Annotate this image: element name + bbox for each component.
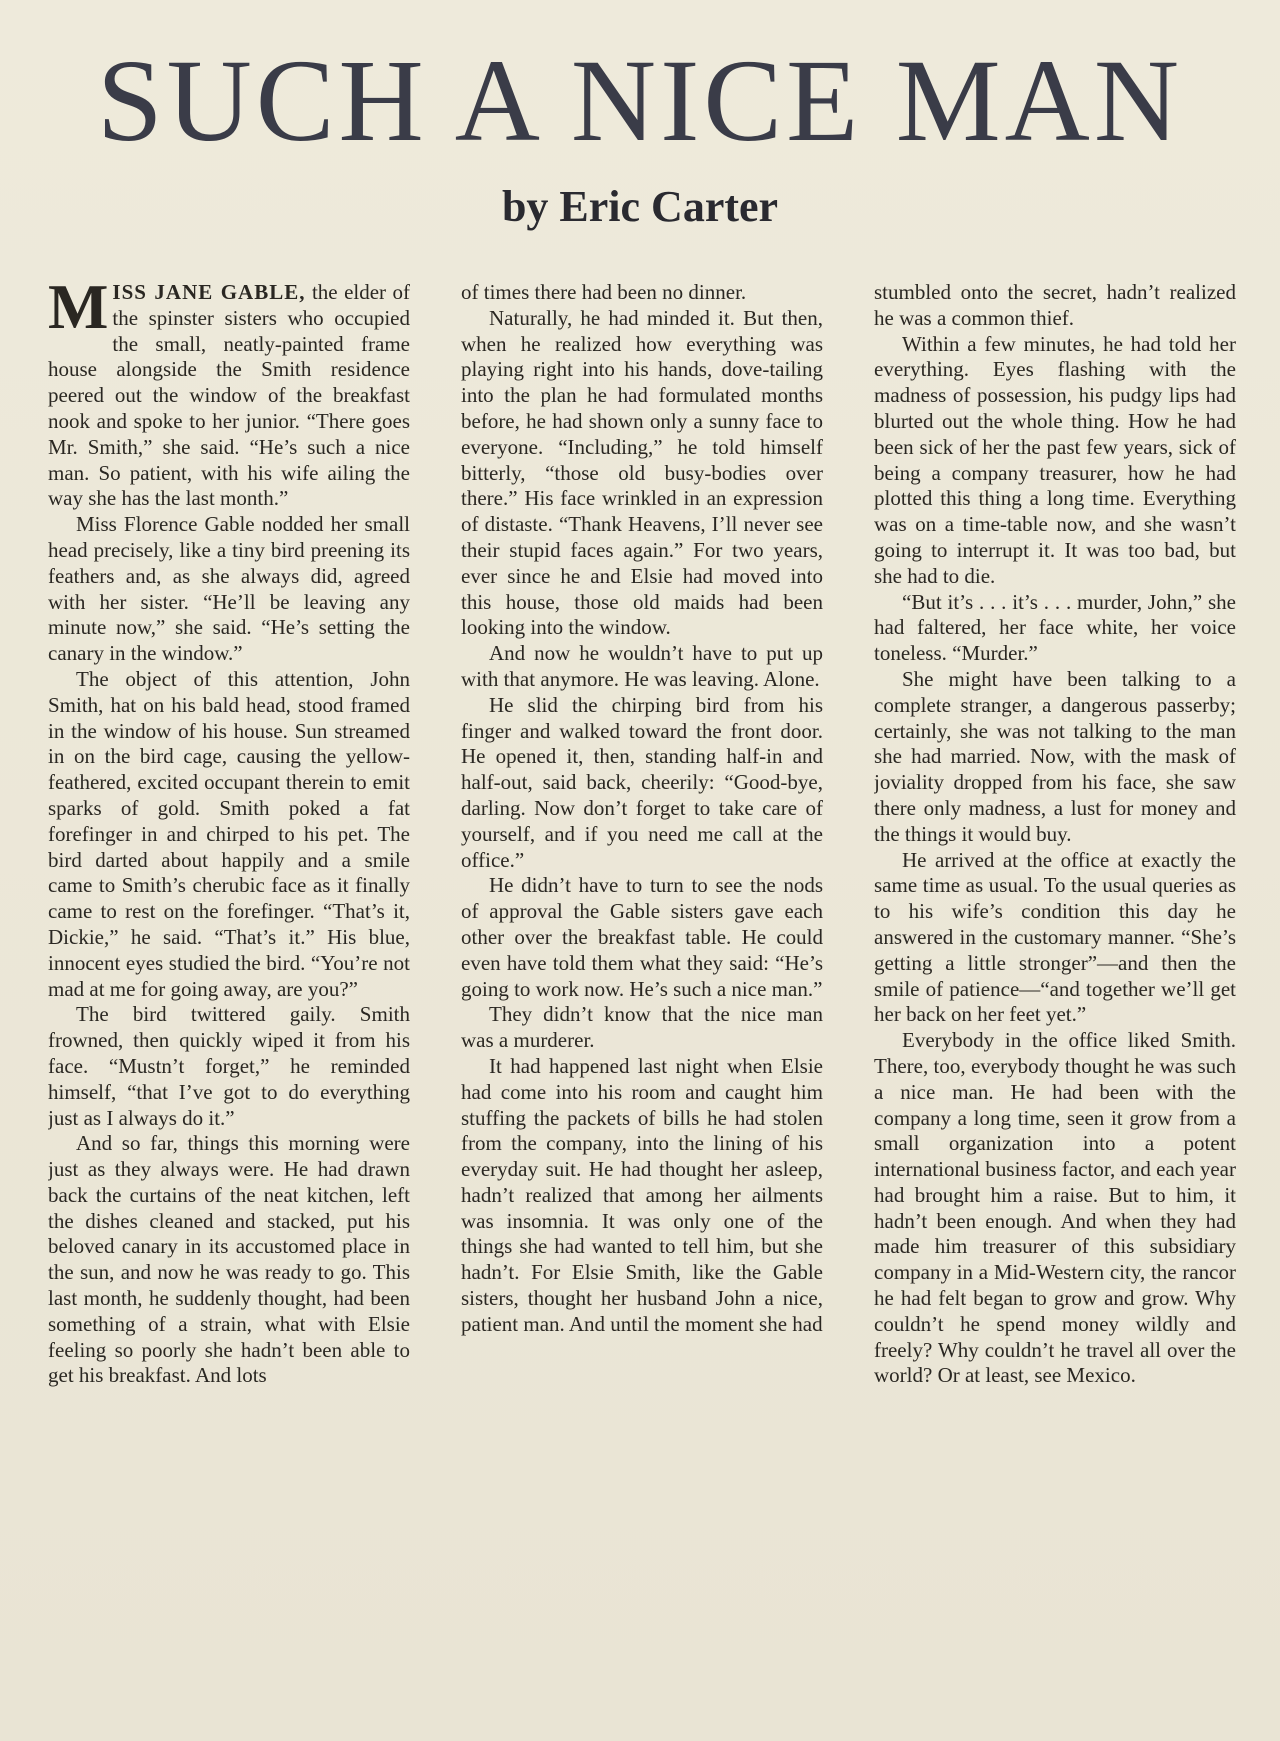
paragraph: Everybody in the office liked Smith. There, too, everybody thought he was such a nice man. He had been with the company a long time, seen it grow from a small organization into a potent international business factor, and each year had brought him a raise. But to him, it hadn’t been enough. And when they had made him treasurer of this subsidiary company in a Mid-Western city, the rancor he had felt began to grow and grow. Why couldn’t he spend money wildly and freely? Why couldn’t he travel all over the world? Or at least, see Mexico. <box>874 1028 1236 1388</box>
paragraph: Within a few minutes, he had told her everything. Eyes flashing with the madness of possession, his pudgy lips had blurted out the whole thing. How he had been sick of her the past few years, sick of being a company treasurer, how he had plotted this thing a long time. Everything was on a time-table now, and she wasn’t going to interrupt it. It was too bad, but she had to die. <box>874 331 1236 588</box>
byline: by Eric Carter <box>501 182 779 231</box>
column-2 <box>461 280 823 1680</box>
lead-caps: ISS JANE GABLE, <box>112 280 306 304</box>
paragraph: Miss Florence Gable nodded her small head precisely, like a tiny bird preening its feathers and, as she always did, agreed with her sister. “He’ll be leaving any minute now,” she said. “He’s setting the canary in the window.” <box>48 512 410 666</box>
paragraph: And now he wouldn’t have to put up with that anymore. He was leaving. Alone. <box>461 641 823 691</box>
drop-cap: M <box>48 280 109 342</box>
paragraph: The object of this attention, John Smith, hat on his bald head, stood framed in the window of his house. Sun streamed in on the bird cage, causing the yellow-feathered, excited occupant therein to emit sparks of gold. Smith poked a fat forefinger in and chirped to his pet. The bird darted about happily and a smile came to Smith’s cherubic face as it finally came to rest on the forefinger. “That’s it, Dickie,” he said. “That’s it.” His blue, innocent eyes studied the bird. “You’re not mad at me for going away, are you?” <box>48 666 410 1001</box>
paragraph: It had happened last night when Elsie had come into his room and caught him stuffing the packets of bills he had stolen from the company, into the lining of his everyday suit. He had thought her asleep, hadn’t realized that among her ailments was insomnia. It was only one of the things she had wanted to tell him, but she hadn’t. For Elsie Smith, like the Gable sisters, thought her husband John a nice, patient man. And until the moment she had <box>461 1053 823 1336</box>
paragraph-text: the elder of the spinster sisters who occupied the small, neatly-painted frame house alongside the Smith residence peered out the window of the breakfast nook and spoke to her junior. “There goes Mr. Smith,” she said. “He’s such a nice man. So patient, with his wife ailing the way she has the last month.” <box>48 280 410 511</box>
story-columns <box>48 280 1236 1680</box>
column-3 <box>874 280 1236 1680</box>
story-title: SUCH A NICE MAN <box>96 35 1184 166</box>
paragraph <box>48 280 410 512</box>
paragraph: stumbled onto the secret, hadn’t realized he was a common thief. <box>874 280 1236 330</box>
paragraph: Naturally, he had minded it. But then, when he realized how everything was playing right into his hands, dove-tailing into the plan he had formulated months before, he had shown only a sunny face to everyone. “Including,” he told himself bitterly, “those old busy-bodies over there.” His face wrinkled in an expression of distaste. “Thank Heavens, I’ll never see their stupid faces again.” For two years, ever since he and Elsie had moved into this house, those old maids had been looking into the window. <box>461 305 823 640</box>
paragraph: of times there had been no dinner. <box>461 280 747 304</box>
paragraph: He didn’t have to turn to see the nods of approval the Gable sisters gave each other over the breakfast table. He could even have told them what they said: “He’s going to work now. He’s such a nice man.” <box>461 873 823 1001</box>
paragraph: “But it’s . . . it’s . . . murder, John,” she had faltered, her face white, her voice toneless. “Murder.” <box>874 589 1236 666</box>
paragraph: He arrived at the office at exactly the same time as usual. To the usual queries as to his wife’s condition this day he answered in the customary manner. “She’s getting a little stronger”—and then the smile of patience—“and together we’ll get her back on her feet yet.” <box>874 847 1236 1027</box>
paragraph: She might have been talking to a complete stranger, a dangerous passerby; certainly, she was not talking to the man she had married. Now, with the mask of joviality dropped from his face, she saw there only madness, a lust for money and the things it would buy. <box>874 666 1236 846</box>
paragraph: The bird twittered gaily. Smith frowned, then quickly wiped it from his face. “Mustn’t forget,” he reminded himself, “that I’ve got to do everything just as I always do it.” <box>48 1002 410 1130</box>
paragraph: And so far, things this morning were just as they always were. He had drawn back the curtains of the neat kitchen, left the dishes cleaned and stacked, put his beloved canary in its accustomed place in the sun, and now he was ready to go. This last month, he suddenly thought, had been something of a strain, what with Elsie feeling so poorly she hadn’t been able to get his breakfast. And lots <box>48 1131 410 1388</box>
paragraph: They didn’t know that the nice man was a murderer. <box>461 1002 823 1053</box>
column-1 <box>48 280 410 1680</box>
paragraph: He slid the chirping bird from his finger and walked toward the front door. He opened it, then, standing half-in and half-out, said back, cheerily: “Good-bye, darling. Now don’t forget to take care of yourself, and if you need me call at the office.” <box>461 692 823 872</box>
